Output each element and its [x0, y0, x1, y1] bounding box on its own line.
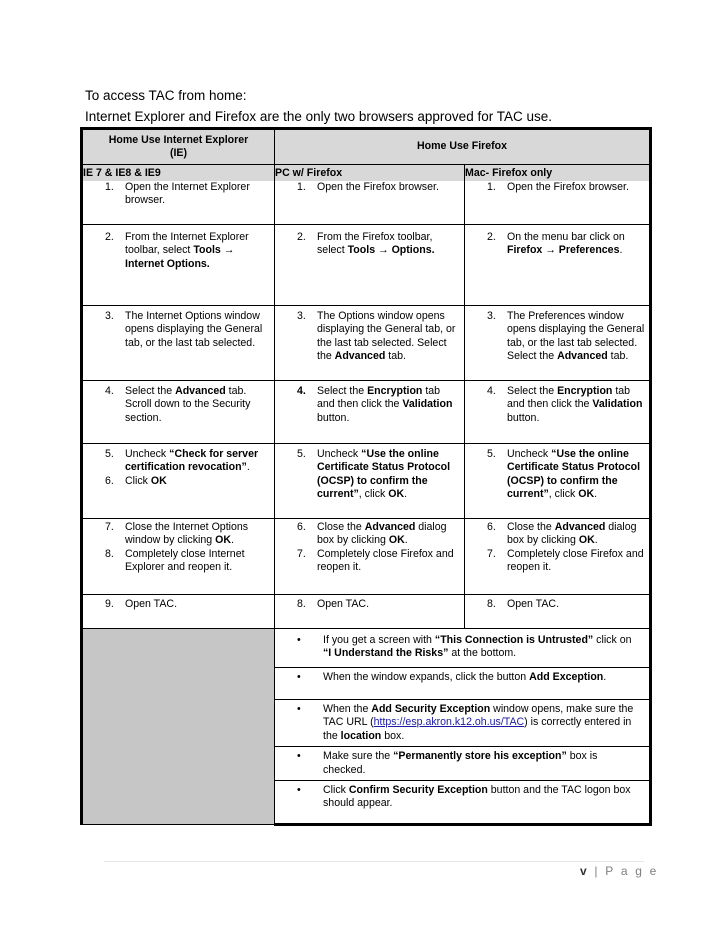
- step-ie-5-6: 5. Uncheck “Check for server certification revocation”. 6. Click OK: [82, 444, 275, 519]
- firefox-note-security-exception: • When the Add Security Exception window opens, make sure the TAC URL (https://esp.akron.k12.oh.us/TAC) is correctly entered in the location box.: [275, 700, 651, 747]
- intro-heading: To access TAC from home:: [85, 88, 247, 103]
- page-footer: [580, 864, 659, 878]
- step-pc-3: 3. The Options window opens displaying the General tab, or the last tab selected. Select the Advanced tab.: [275, 306, 465, 381]
- step-ie-4: 4. Select the Advanced tab. Scroll down to the Security section.: [82, 381, 275, 444]
- header-ie: Home Use Internet Explorer (IE): [82, 129, 275, 165]
- table-row: [82, 519, 651, 595]
- firefox-note-permanently-store: • Make sure the “Permanently store his exception” box is checked.: [275, 747, 651, 781]
- step-ie-3: 3. The Internet Options window opens displaying the General tab, or the last tab selected.: [82, 306, 275, 381]
- table-row: [82, 306, 651, 381]
- table-row: [82, 225, 651, 306]
- table-row: [82, 381, 651, 444]
- step-mac-6-7: 6. Close the Advanced dialog box by clicking OK. 7. Completely close Firefox and reopen it.: [465, 519, 651, 595]
- step-pc-1: 1. Open the Firefox browser.: [275, 181, 465, 225]
- step-mac-2: 2. On the menu bar click on Firefox → Preferences.: [465, 225, 651, 306]
- table-subheader-row: [82, 165, 651, 182]
- step-pc-8: 8. Open TAC.: [275, 595, 465, 629]
- subheader-mac-firefox: Mac- Firefox only: [465, 165, 651, 182]
- subheader-ie: IE 7 & IE8 & IE9: [82, 165, 275, 182]
- table-row: [82, 629, 651, 668]
- table-row: [82, 444, 651, 519]
- step-mac-5: 5. Uncheck “Use the online Certificate Status Protocol (OCSP) to confirm the current”, click OK.: [465, 444, 651, 519]
- table-row: [82, 595, 651, 629]
- step-ie-7-8: 7. Close the Internet Options window by clicking OK. 8. Completely close Internet Explorer and reopen it.: [82, 519, 275, 595]
- footer-divider: [104, 861, 644, 862]
- intro-text: Internet Explorer and Firefox are the only two browsers approved for TAC use.: [85, 109, 552, 124]
- step-pc-4: 4. Select the Encryption tab and then click the Validation button.: [275, 381, 465, 444]
- step-mac-4: 4. Select the Encryption tab and then click the Validation button.: [465, 381, 651, 444]
- tac-access-table: [80, 127, 652, 826]
- page-number: v: [580, 864, 589, 878]
- table-header-row: [82, 129, 651, 165]
- subheader-pc-firefox: PC w/ Firefox: [275, 165, 465, 182]
- tac-url-link[interactable]: https://esp.akron.k12.oh.us/TAC: [373, 716, 525, 729]
- step-ie-9: 9. Open TAC.: [82, 595, 275, 629]
- firefox-note-confirm-exception: • Click Confirm Security Exception button and the TAC logon box should appear.: [275, 781, 651, 825]
- page-word: P a g e: [605, 864, 659, 878]
- table-row: [82, 181, 651, 225]
- firefox-note-add-exception: • When the window expands, click the button Add Exception.: [275, 668, 651, 700]
- step-pc-6-7: 6. Close the Advanced dialog box by clicking OK. 7. Completely close Firefox and reopen it.: [275, 519, 465, 595]
- step-mac-1: 1. Open the Firefox browser.: [465, 181, 651, 225]
- step-pc-5: 5. Uncheck “Use the online Certificate Status Protocol (OCSP) to confirm the current”, click OK.: [275, 444, 465, 519]
- step-mac-8: 8. Open TAC.: [465, 595, 651, 629]
- footer-separator: |: [594, 864, 600, 878]
- step-mac-3: 3. The Preferences window opens displaying the General tab, or the last tab selected. Select the Advanced tab.: [465, 306, 651, 381]
- step-ie-1: 1. Open the Internet Explorer browser.: [82, 181, 275, 225]
- empty-ie-cell: [82, 629, 275, 825]
- firefox-note-untrusted: • If you get a screen with “This Connection is Untrusted” click on “I Understand the Risks” at the bottom.: [275, 629, 651, 668]
- step-ie-2: 2. From the Internet Explorer toolbar, select Tools → Internet Options.: [82, 225, 275, 306]
- header-firefox: Home Use Firefox: [275, 129, 651, 165]
- step-pc-2: 2. From the Firefox toolbar, select Tools → Options.: [275, 225, 465, 306]
